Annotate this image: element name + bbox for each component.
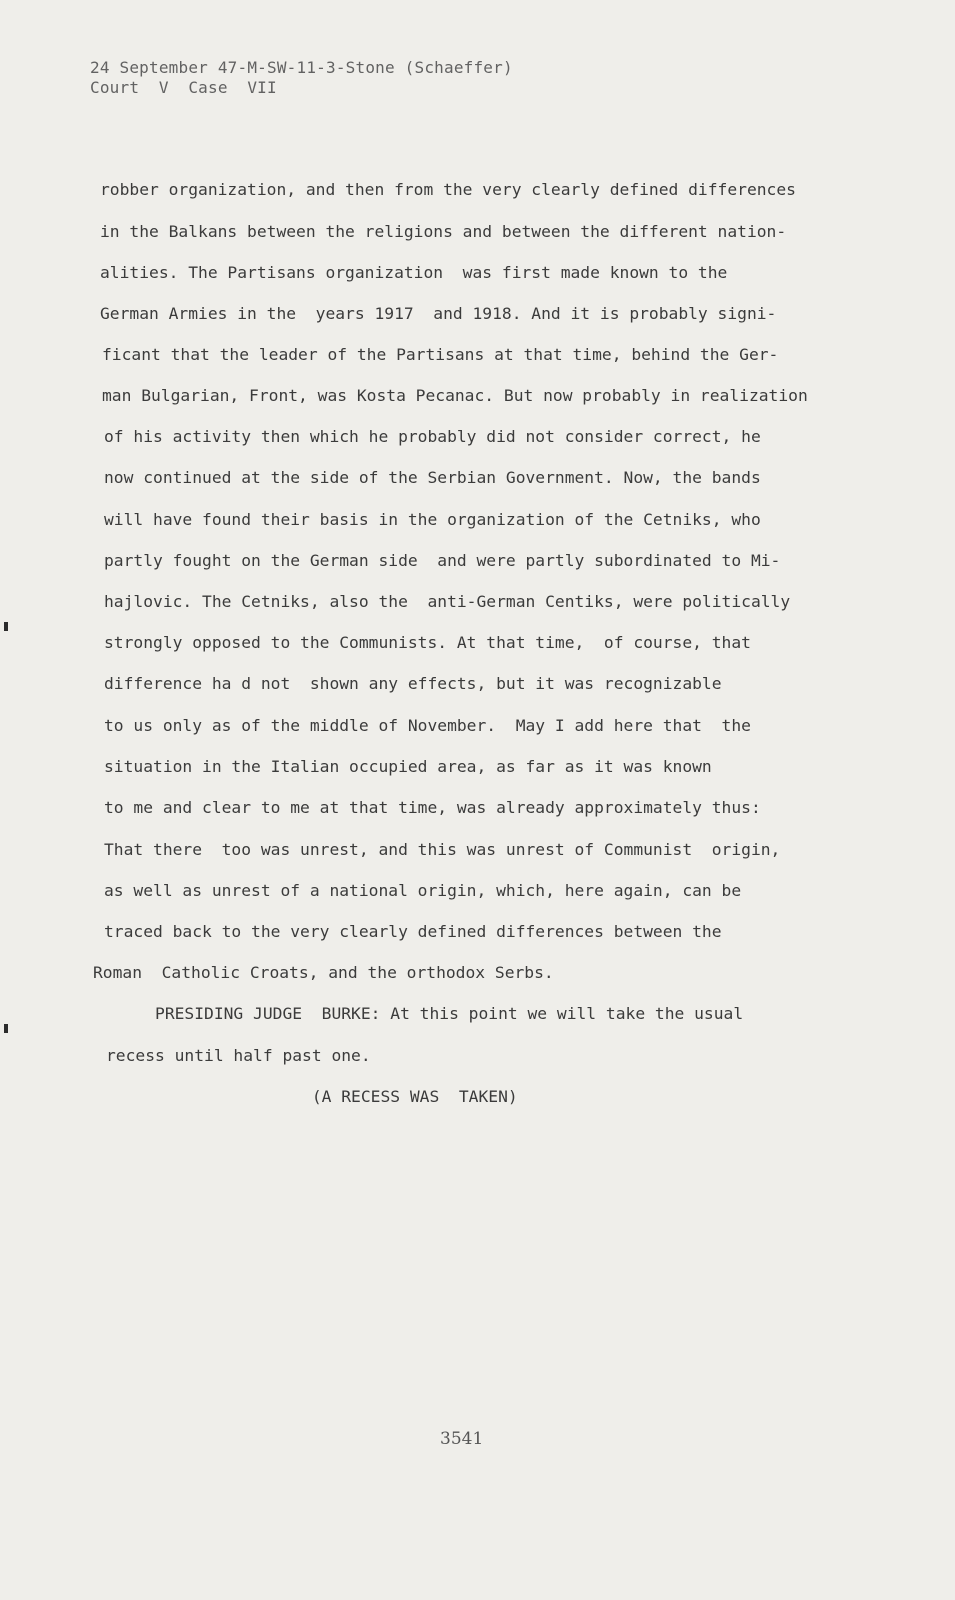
- page-header: [90, 58, 513, 98]
- body-line: of his activity then which he probably did not consider correct, he: [104, 427, 761, 446]
- body-line: hajlovic. The Cetniks, also the anti-German Centiks, were politically: [104, 592, 791, 611]
- binding-hole-mark: [4, 622, 8, 631]
- body-line: strongly opposed to the Communists. At that time, of course, that: [104, 633, 751, 652]
- body-line: Roman Catholic Croats, and the orthodox Serbs.: [93, 963, 554, 982]
- body-line: traced back to the very clearly defined differences between the: [104, 922, 722, 941]
- header-date-line: 24 September 47-M-SW-11-3-Stone (Schaeffer): [90, 58, 513, 77]
- binding-hole-mark: [4, 1024, 8, 1033]
- body-line: robber organization, and then from the very clearly defined differences: [100, 180, 796, 199]
- recess-note: (A RECESS WAS TAKEN): [106, 1087, 518, 1106]
- body-line: difference ha d not shown any effects, but it was recognizable: [104, 674, 722, 693]
- body-line: to us only as of the middle of November. May I add here that the: [104, 716, 751, 735]
- body-line: situation in the Italian occupied area, as far as it was known: [104, 757, 712, 776]
- body-line: in the Balkans between the religions and between the different nation-: [100, 222, 787, 241]
- body-line: recess until half past one.: [106, 1046, 371, 1065]
- page-number: 3541: [440, 1429, 484, 1449]
- body-line: as well as unrest of a national origin, which, here again, can be: [104, 881, 742, 900]
- body-line: to me and clear to me at that time, was already approximately thus:: [104, 798, 761, 817]
- body-line: German Armies in the years 1917 and 1918. And it is probably signi-: [100, 304, 777, 323]
- body-line: now continued at the side of the Serbian Government. Now, the bands: [104, 468, 761, 487]
- body-line: will have found their basis in the organization of the Cetniks, who: [104, 510, 761, 529]
- body-line: partly fought on the German side and were partly subordinated to Mi-: [104, 551, 781, 570]
- body-line: alities. The Partisans organization was first made known to the: [100, 263, 728, 282]
- header-court-line: Court V Case VII: [90, 78, 277, 97]
- body-line: ficant that the leader of the Partisans at that time, behind the Ger-: [102, 345, 779, 364]
- presiding-judge-line: PRESIDING JUDGE BURKE: At this point we will take the usual: [106, 1004, 744, 1023]
- body-line: That there too was unrest, and this was unrest of Communist origin,: [104, 840, 781, 859]
- body-line: man Bulgarian, Front, was Kosta Pecanac. But now probably in realization: [102, 386, 808, 405]
